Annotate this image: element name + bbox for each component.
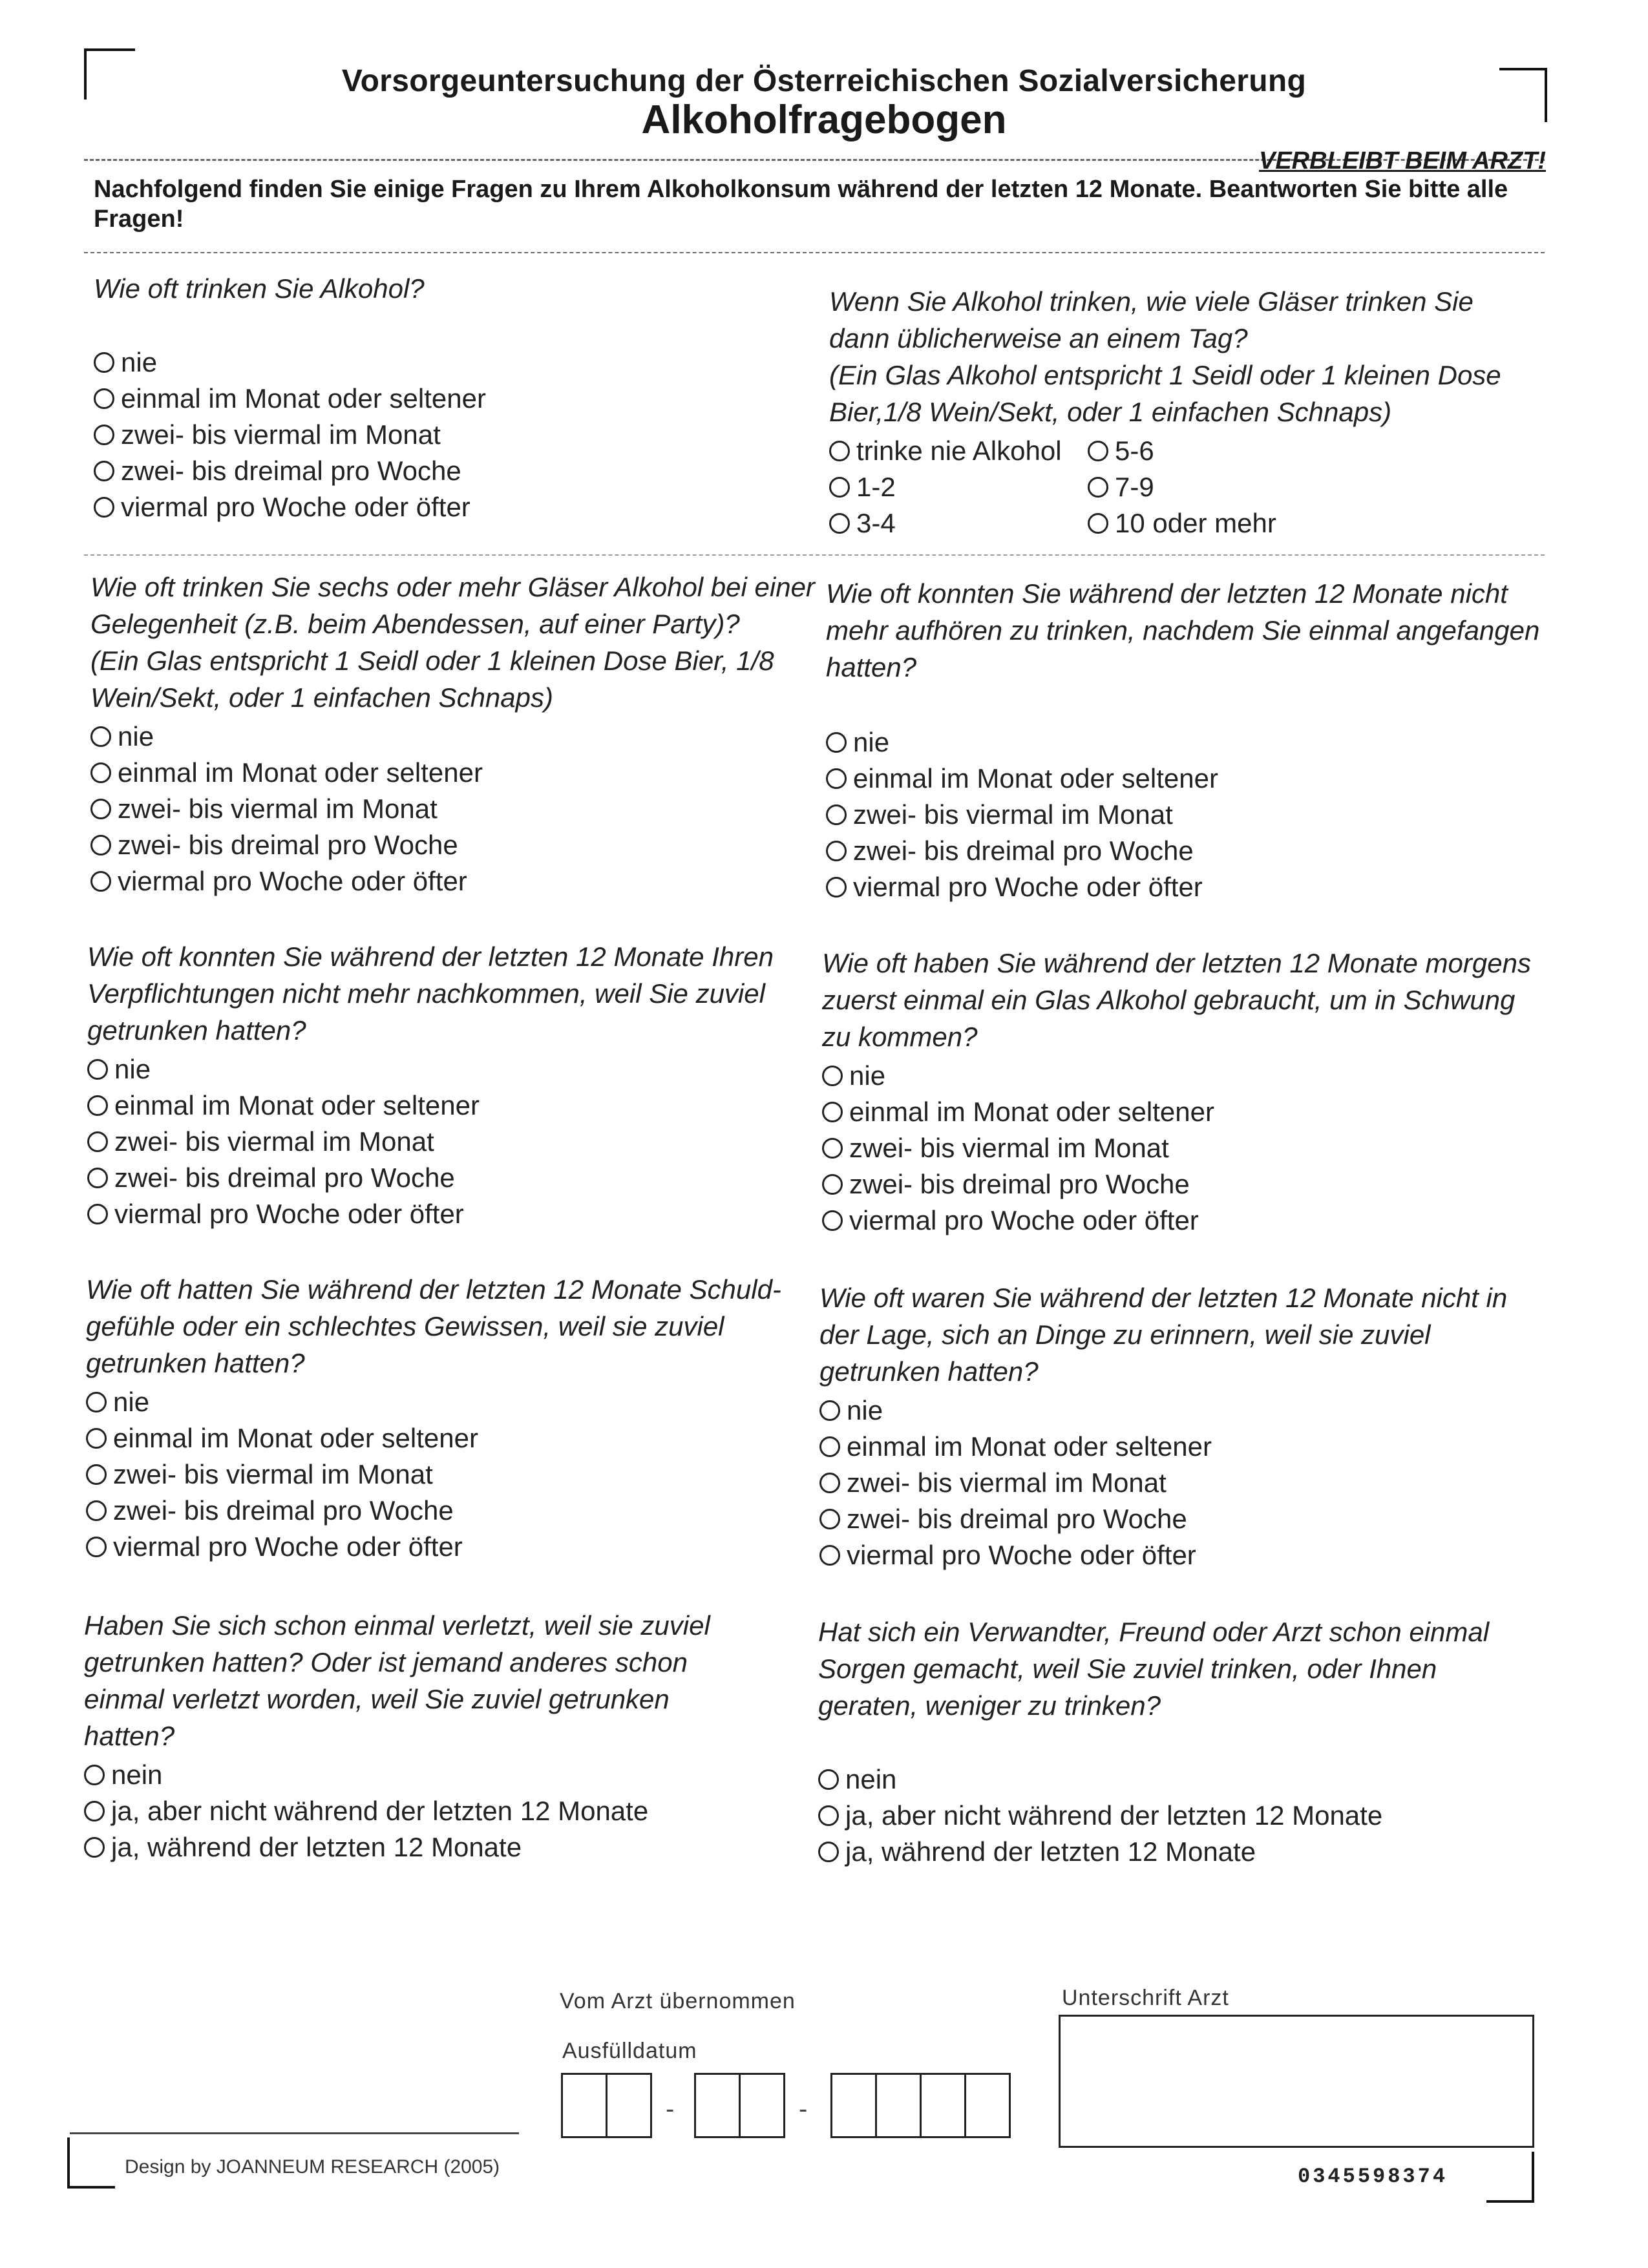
radio-circle-icon (87, 1131, 108, 1152)
answer-option[interactable]: zwei- bis dreimal pro Woche (94, 453, 830, 489)
question-note: (Ein Glas entspricht 1 Seidl oder 1 kleinen Dose Bier, 1/8 Wein/Sekt, oder 1 einfachen Schnaps) (90, 646, 774, 713)
question-note: (Ein Glas Alkohol entspricht 1 Seidl oder 1 kleinen Dose Bier,1/8 Wein/Sekt, oder 1 einfachen Schnaps) (829, 360, 1501, 428)
question-six-or-more-glasses (90, 569, 821, 899)
answer-option[interactable]: zwei- bis viermal im Monat (819, 1465, 1537, 1501)
radio-circle-icon (822, 1138, 843, 1159)
answer-option[interactable]: 1-2 (829, 469, 1088, 505)
date-digit-box[interactable] (966, 2075, 1009, 2136)
question-text: Wie oft trinken Sie Alkohol? (94, 273, 425, 304)
radio-circle-icon (87, 1095, 108, 1116)
radio-circle-icon (826, 877, 847, 898)
date-digit-box[interactable] (922, 2075, 966, 2136)
radio-circle-icon (819, 1509, 840, 1529)
answer-option[interactable]: viermal pro Woche oder öfter (87, 1196, 811, 1232)
radio-circle-icon (829, 477, 850, 498)
question-memory-loss (819, 1279, 1537, 1573)
taken-over-by-doctor-label: Vom Arzt übernommen (560, 1989, 796, 2013)
radio-circle-icon (819, 1400, 840, 1421)
answer-option[interactable]: viermal pro Woche oder öfter (826, 869, 1543, 905)
radio-circle-icon (826, 768, 847, 789)
answer-option[interactable]: einmal im Monat oder seltener (826, 761, 1543, 797)
date-digit-box[interactable] (877, 2075, 922, 2136)
radio-circle-icon (87, 1204, 108, 1224)
date-separator: - (799, 2095, 808, 2123)
answer-option[interactable]: ja, während der letzten 12 Monate (84, 1829, 737, 1865)
answer-option[interactable]: einmal im Monat oder seltener (87, 1087, 811, 1124)
radio-circle-icon (90, 762, 111, 783)
intro-divider (84, 252, 1545, 253)
answer-option[interactable]: zwei- bis viermal im Monat (826, 797, 1543, 833)
radio-circle-icon (1088, 513, 1108, 534)
doctor-signature-label: Unterschrift Arzt (1062, 1986, 1229, 2010)
date-digit-box[interactable] (607, 2075, 650, 2136)
answer-option[interactable]: einmal im Monat oder seltener (819, 1429, 1537, 1465)
radio-circle-icon (84, 1837, 105, 1858)
answer-option[interactable]: ja, aber nicht während der letzten 12 Monate (818, 1798, 1529, 1834)
radio-circle-icon (86, 1537, 107, 1557)
answer-option[interactable]: viermal pro Woche oder öfter (90, 863, 821, 899)
radio-circle-icon (94, 497, 114, 518)
answer-option[interactable]: trinke nie Alkohol (829, 433, 1088, 469)
radio-circle-icon (90, 726, 111, 747)
answer-option[interactable]: 7-9 (1088, 469, 1301, 505)
radio-circle-icon (818, 1805, 839, 1826)
answer-option[interactable]: zwei- bis dreimal pro Woche (819, 1501, 1537, 1537)
date-month-field[interactable] (694, 2073, 785, 2138)
radio-circle-icon (819, 1545, 840, 1566)
radio-circle-icon (1088, 441, 1108, 461)
radio-circle-icon (822, 1102, 843, 1122)
question-text: Wie oft trinken Sie sechs oder mehr Gläser Alkohol bei einer Gelegenheit (z.B. beim Abendessen, auf einer Party)? (90, 572, 815, 640)
radio-circle-icon (94, 461, 114, 481)
answer-option[interactable]: zwei- bis dreimal pro Woche (90, 827, 821, 863)
question-guilt-feelings (86, 1271, 803, 1565)
radio-circle-icon (86, 1428, 107, 1449)
answer-option[interactable]: nie (87, 1051, 811, 1087)
radio-circle-icon (826, 841, 847, 861)
date-digit-box[interactable] (696, 2075, 741, 2136)
answer-option[interactable]: viermal pro Woche oder öfter (86, 1529, 803, 1565)
answer-option[interactable]: 5-6 (1088, 433, 1301, 469)
answer-option[interactable]: nie (826, 724, 1543, 761)
answer-option[interactable]: zwei- bis viermal im Monat (90, 791, 821, 827)
question-obligations-missed (87, 938, 811, 1232)
answer-option[interactable]: zwei- bis dreimal pro Woche (822, 1166, 1539, 1202)
radio-circle-icon (826, 804, 847, 825)
answer-option[interactable]: viermal pro Woche oder öfter (94, 489, 830, 525)
question-text: Wie oft waren Sie während der letzten 12 Monate nicht in der Lage, sich an Dinge zu erinnern, weil sie zuviel getrunken hatten? (819, 1283, 1508, 1387)
answer-option[interactable]: einmal im Monat oder seltener (822, 1094, 1539, 1130)
answer-option[interactable]: zwei- bis viermal im Monat (94, 417, 830, 453)
answer-option[interactable]: zwei- bis viermal im Monat (822, 1130, 1539, 1166)
answer-option[interactable]: einmal im Monat oder seltener (86, 1420, 803, 1456)
answer-option[interactable]: ja, aber nicht während der letzten 12 Monate (84, 1793, 737, 1829)
radio-circle-icon (87, 1168, 108, 1188)
answer-option[interactable]: viermal pro Woche oder öfter (819, 1537, 1537, 1573)
answer-option[interactable]: einmal im Monat oder seltener (94, 381, 830, 417)
radio-circle-icon (94, 425, 114, 445)
fill-date-label: Ausfülldatum (562, 2039, 697, 2063)
question-injury (84, 1607, 737, 1865)
stays-with-doctor-note: VERBLEIBT BEIM ARZT! (1258, 147, 1546, 174)
date-digit-box[interactable] (832, 2075, 877, 2136)
radio-circle-icon (822, 1066, 843, 1086)
corner-mark-bottom-left (67, 2137, 115, 2189)
question-could-not-stop (826, 575, 1543, 905)
answer-option[interactable]: nie (90, 719, 821, 755)
radio-circle-icon (819, 1473, 840, 1493)
question-others-concerned (818, 1613, 1529, 1870)
form-header-title: Vorsorgeuntersuchung der Österreichischen Sozialversicherung (341, 64, 1307, 98)
date-digit-box[interactable] (563, 2075, 607, 2136)
radio-circle-icon (86, 1464, 107, 1485)
question-alcohol-frequency (94, 270, 830, 525)
section-divider (84, 554, 1545, 556)
radio-circle-icon (822, 1210, 843, 1231)
question-text: Wie oft konnten Sie während der letzten 12 Monate nicht mehr aufhören zu trinken, nachdem Sie einmal angefangen hatten? (826, 578, 1540, 683)
form-number: 0345598374 (1298, 2165, 1448, 2189)
answer-option[interactable]: nie (94, 344, 830, 381)
date-digit-box[interactable] (741, 2075, 783, 2136)
answer-option[interactable]: ja, während der letzten 12 Monate (818, 1834, 1529, 1870)
corner-mark-bottom-right (1486, 2152, 1534, 2203)
radio-circle-icon (818, 1769, 839, 1790)
answer-option[interactable]: einmal im Monat oder seltener (90, 755, 821, 791)
question-text: Haben Sie sich schon einmal verletzt, weil sie zuviel getrunken hatten? Oder ist jemand anderes schon einmal verletzt worden, weil Sie zuviel getrunken hatten? (84, 1610, 710, 1752)
question-text: Hat sich ein Verwandter, Freund oder Arzt schon einmal Sorgen gemacht, weil Sie zuviel trinken, oder Ihnen geraten, weniger zu trinken? (818, 1617, 1490, 1721)
radio-circle-icon (86, 1392, 107, 1412)
radio-circle-icon (822, 1174, 843, 1195)
radio-circle-icon (829, 441, 850, 461)
answer-option[interactable]: nie (822, 1058, 1539, 1094)
radio-circle-icon (826, 732, 847, 753)
form-title: Alkoholfragebogen (641, 98, 1007, 142)
radio-circle-icon (87, 1059, 108, 1080)
answer-option[interactable]: zwei- bis viermal im Monat (86, 1456, 803, 1493)
answer-option[interactable]: nie (86, 1384, 803, 1420)
question-text: Wenn Sie Alkohol trinken, wie viele Gläser trinken Sie dann üblicherweise an einem Tag? (829, 286, 1474, 354)
answer-option[interactable]: 3-4 (829, 505, 1088, 541)
radio-circle-icon (90, 799, 111, 819)
radio-circle-icon (86, 1500, 107, 1521)
answer-option[interactable]: zwei- bis viermal im Monat (87, 1124, 811, 1160)
radio-circle-icon (90, 835, 111, 856)
answer-option[interactable]: 10 oder mehr (1088, 505, 1301, 541)
answer-option[interactable]: nein (84, 1757, 737, 1793)
question-text: Wie oft haben Sie während der letzten 12 Monate morgens zuerst einmal ein Glas Alkohol gebraucht, um in Schwung zu kommen? (822, 948, 1531, 1053)
doctor-signature-field[interactable] (1059, 2015, 1534, 2148)
answer-option[interactable]: zwei- bis dreimal pro Woche (87, 1160, 811, 1196)
footer-line (70, 2132, 519, 2134)
answer-option[interactable]: nein (818, 1761, 1529, 1798)
radio-circle-icon (94, 352, 114, 373)
date-day-field[interactable] (561, 2073, 652, 2138)
design-credit: Design by JOANNEUM RESEARCH (2005) (125, 2156, 500, 2178)
date-year-field[interactable] (830, 2073, 1011, 2138)
radio-circle-icon (829, 513, 850, 534)
question-morning-drink (822, 945, 1539, 1239)
radio-circle-icon (94, 388, 114, 409)
question-glasses-per-day (829, 283, 1540, 541)
radio-circle-icon (90, 871, 111, 892)
question-text: Wie oft hatten Sie während der letzten 12 Monate Schuld-gefühle oder ein schlechtes Gewissen, weil sie zuviel getrunken hatten? (86, 1274, 781, 1379)
answer-option[interactable]: zwei- bis dreimal pro Woche (826, 833, 1543, 869)
radio-circle-icon (84, 1801, 105, 1822)
question-text: Wie oft konnten Sie während der letzten 12 Monate Ihren Verpflichtungen nicht mehr nachkommen, weil Sie zuviel getrunken hatten? (87, 941, 774, 1046)
answer-option[interactable]: viermal pro Woche oder öfter (822, 1202, 1539, 1239)
answer-option[interactable]: nie (819, 1392, 1537, 1429)
form-instructions: Nachfolgend finden Sie einige Fragen zu Ihrem Alkoholkonsum während der letzten 12 Monate. Beantworten Sie bitte alle Fragen! (94, 176, 1508, 233)
answer-option[interactable]: zwei- bis dreimal pro Woche (86, 1493, 803, 1529)
radio-circle-icon (1088, 477, 1108, 498)
radio-circle-icon (818, 1842, 839, 1862)
radio-circle-icon (84, 1765, 105, 1785)
date-separator: - (666, 2095, 675, 2123)
radio-circle-icon (819, 1436, 840, 1457)
